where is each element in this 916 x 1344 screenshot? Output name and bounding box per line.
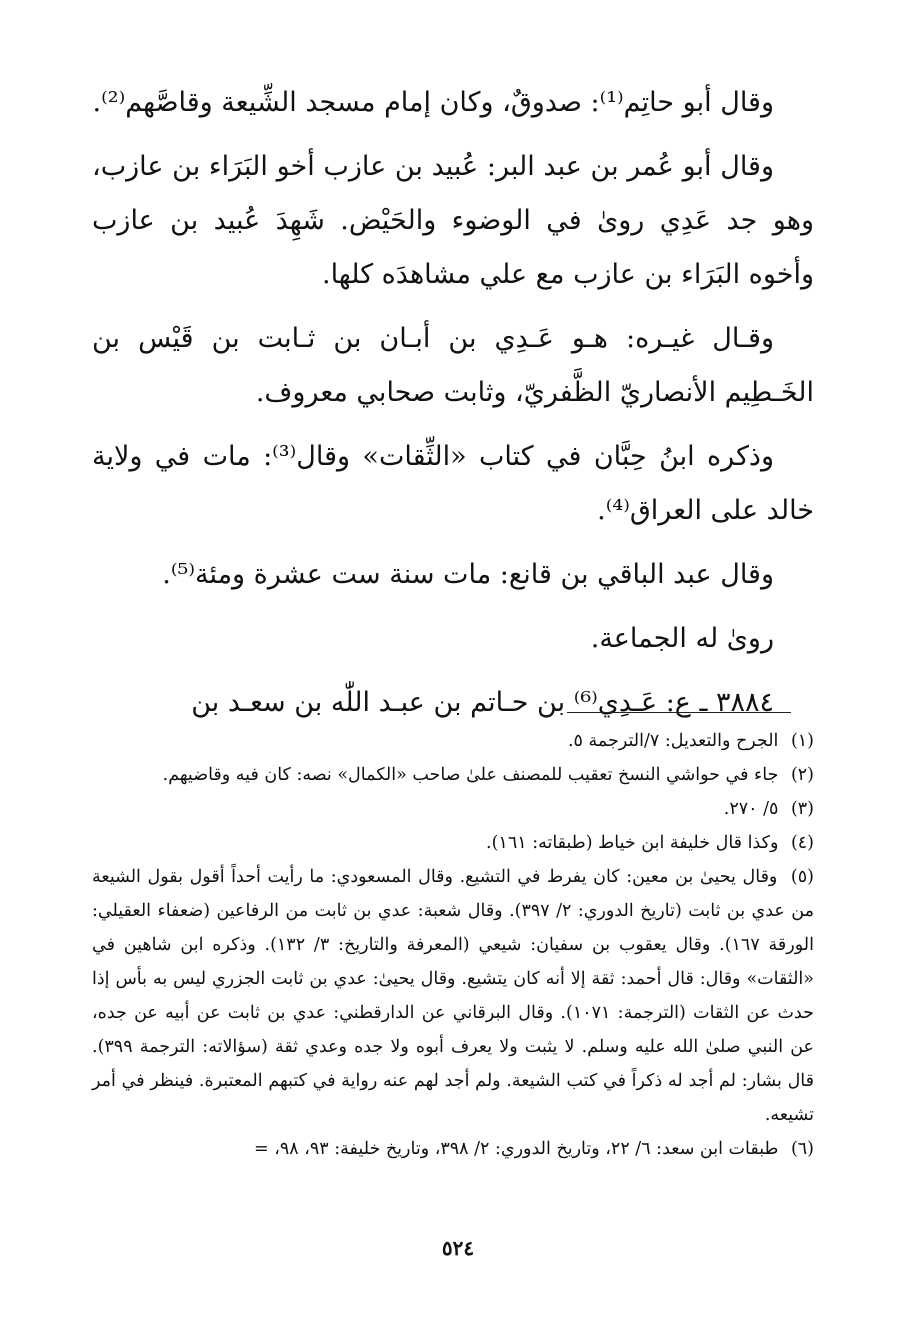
footnote-text: ٥/ ٢٧٠.: [723, 799, 779, 819]
footnote-text: الجرح والتعديل: ٧/الترجمة ٥.: [567, 731, 779, 751]
footnote-number: (٦): [790, 1139, 814, 1159]
footnote-number: (٢): [790, 765, 814, 785]
paragraph-others: وقـال غيـره: هـو عَـدِي بن أبـان بن ثـابت بن قَيْس بن الخَـطِيم الأنصاريّ الظَّفريّ، وثابت صحابي معروف.: [92, 323, 814, 408]
main-text: [92, 76, 814, 730]
footnote-number: (٣): [790, 799, 814, 819]
paragraph-ibn-qani: وقال عبد الباقي بن قانع: مات سنة ست عشرة ومئة⁽⁵⁾.: [162, 559, 774, 590]
page-number: ٥٢٤: [441, 1236, 475, 1260]
footnote: [92, 1132, 814, 1166]
footnote-number: (٤): [790, 833, 814, 853]
footnote-separator: [567, 712, 791, 713]
footnote-text: طبقات ابن سعد: ٦/ ٢٢، وتاريخ الدوري: ٢/ ٣٩٨، وتاريخ خليفة: ٩٣، ٩٨، =: [254, 1139, 779, 1159]
footnote-text: جاء في حواشي النسخ تعقيب للمصنف علىٰ صاحب «الكمال» نصه: كان فيه وقاضيهم.: [162, 765, 779, 785]
footnote: [92, 758, 814, 792]
footnote: [92, 792, 814, 826]
paragraph-ibn-hibban: وذكره ابنُ حِبَّان في كتاب «الثِّقات» وقال⁽³⁾: مات في ولاية خالد على العراق⁽⁴⁾.: [92, 441, 814, 526]
paragraph-ibn-abd-al-barr: وقال أبو عُمر بن عبد البر: عُبيد بن عازب أخو البَرَاء بن عازب، وهو جد عَدِي روىٰ في الوضوء والحَيْض. شَهِدَ عُبيد بن عازب وأخوه البَرَاء بن عازب مع علي مشاهدَه كلها.: [92, 151, 814, 290]
footnote-number: (١): [790, 731, 814, 751]
entry-heading: ٣٨٨٤ ـ ع: عَـدِي⁽⁶⁾ بن حـاتم بن عبـد اللّٰه بن سعـد بن: [191, 687, 774, 718]
footnote: [92, 860, 814, 1132]
paragraph-abu-hatim: وقال أبو حاتِم⁽¹⁾: صدوقٌ، وكان إمام مسجد الشِّيعة وقاصَّهم⁽²⁾.: [92, 87, 774, 118]
footnote: [92, 724, 814, 758]
footnotes: [92, 724, 814, 1166]
footnote-text: وقال يحيىٰ بن معين: كان يفرط في التشيع. وقال المسعودي: ما رأيت أحداً أقول بقول الشيعة من عدي بن ثابت (تاريخ الدوري: ٢/ ٣٩٧). وقال شعبة: عدي بن ثابت من الرفاعين (ضعفاء العقيلي: الورقة ١٦٧). وقال يعقوب بن سفيان: شيعي (المعرفة والتاريخ: ٣/ ١٣٢). وذكره ابن شاهين في «الثقات» وقال: قال أحمد: ثقة إلا أنه كان يتشيع. وقال يحيىٰ: عدي بن ثابت الجزري ليس به بأس إذا حدث عن الثقات (الترجمة: ١٠٧١). وقال البرقاني عن الدارقطني: عدي بن ثابت عن أبيه عن جده، عن النبي صلىٰ الله عليه وسلم. لا يثبت ولا يعرف أبوه ولا جده وعدي ثقة (سؤالاته: الترجمة ٣٩٩). قال بشار: لم أجد له ذكراً في كتب الشيعة. ولم أجد لهم عنه رواية في كتبهم المعتبرة. فينظر في أمر تشيعه.: [92, 867, 814, 1125]
footnote-number: (٥): [790, 867, 814, 887]
footnote: [92, 826, 814, 860]
paragraph-narrated-by: روىٰ له الجماعة.: [590, 623, 774, 654]
footnote-text: وكذا قال خليفة ابن خياط (طبقاته: ١٦١).: [486, 833, 779, 853]
